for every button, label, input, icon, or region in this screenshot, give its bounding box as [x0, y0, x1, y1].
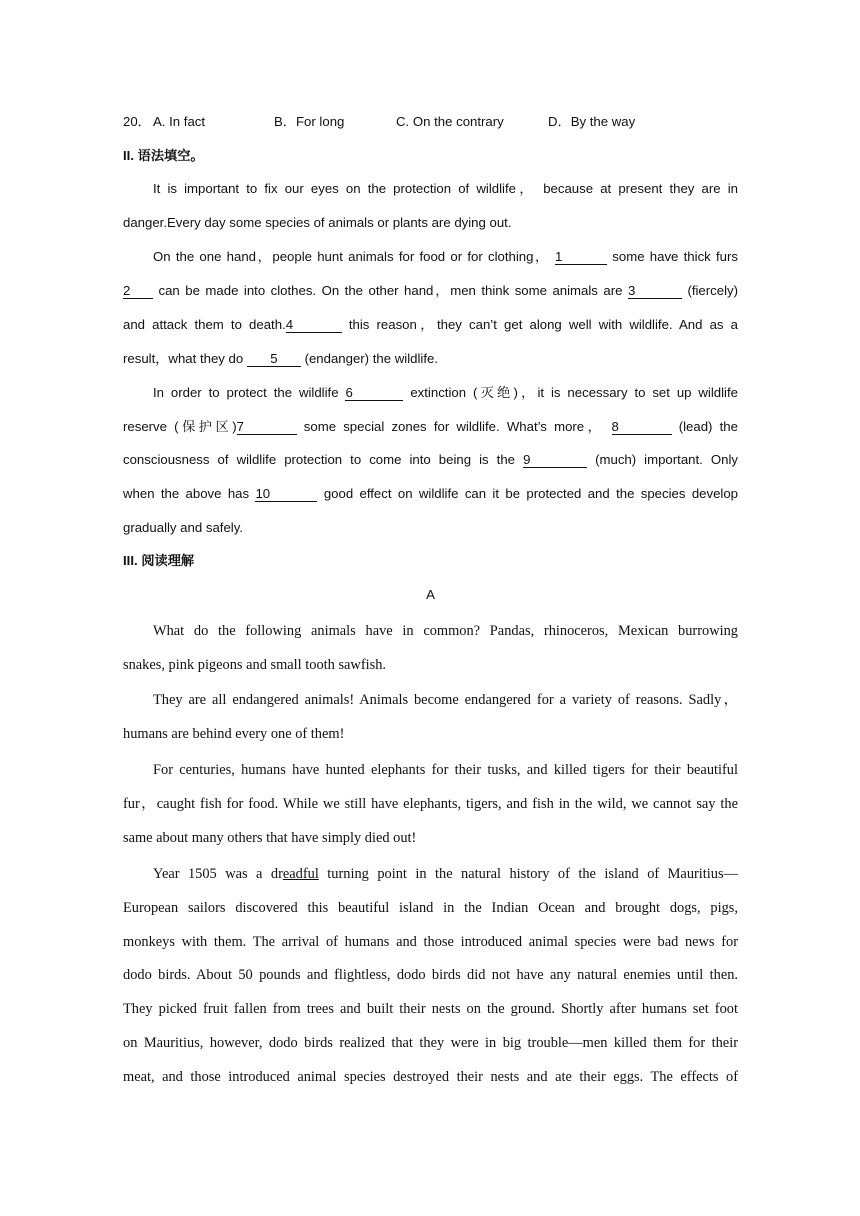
- paragraph-line: It is important to fix our eyes on the protection of wildlife， because at present they are in: [153, 181, 738, 196]
- passage-label: A: [426, 587, 435, 602]
- blank-2[interactable]: 2: [123, 283, 153, 299]
- passage-line: on Mauritius, however, dodo birds realized that they were in big trouble—men killed them for their: [123, 1035, 738, 1051]
- passage-line: humans are behind every one of them!: [123, 726, 345, 742]
- passage-line: dodo birds. About 50 pounds and flightless, dodo birds did not have any natural enemies until then.: [123, 967, 738, 983]
- paragraph-line: On the one hand，people hunt animals for food or for clothing， 1 some have thick furs: [153, 249, 738, 264]
- blank-4[interactable]: 4: [286, 317, 342, 333]
- paragraph-line: when the above has 10 good effect on wildlife can it be protected and the species develop: [123, 486, 739, 501]
- passage-line: European sailors discovered this beautiful island in the Indian Ocean and brought dogs, pigs,: [123, 900, 738, 916]
- passage-line: What do the following animals have in common? Pandas, rhinoceros, Mexican burrowing: [153, 623, 738, 639]
- passage-line: They are all endangered animals! Animals become endangered for a variety of reasons. Sadly，: [153, 692, 738, 708]
- paragraph-line: reserve (保护区)7 some special zones for wildlife. What’s more， 8 (lead) the: [123, 419, 738, 434]
- paragraph-line: consciousness of wildlife protection to come into being is the 9 (much) important. Only: [123, 452, 738, 467]
- blank-5[interactable]: 5: [247, 351, 301, 367]
- paragraph-line: 2 can be made into clothes. On the other hand，men think some animals are 3 (fiercely): [123, 283, 738, 298]
- option-c: C. On the contrary: [396, 114, 504, 129]
- paragraph-line: and attack them to death.4 this reason，they can’t get along well with wildlife. And as a: [123, 317, 738, 332]
- blank-3[interactable]: 3: [628, 283, 682, 299]
- paragraph-line: gradually and safely.: [123, 520, 243, 535]
- blank-9[interactable]: 9: [523, 452, 587, 468]
- blank-10[interactable]: 10: [255, 486, 317, 502]
- paragraph-line: danger.Every day some species of animals or plants are dying out.: [123, 215, 512, 230]
- passage-line: For centuries, humans have hunted elephants for their tusks, and killed tigers for their beautiful: [153, 762, 738, 778]
- passage-line: Year 1505 was a dreadful turning point in the natural history of the island of Mauritius—: [153, 866, 738, 882]
- passage-line: same about many others that have simply died out!: [123, 830, 417, 846]
- question-number: 20．: [123, 114, 151, 129]
- underlined-word: eadful: [282, 866, 319, 882]
- blank-1[interactable]: 1: [555, 249, 607, 265]
- section-3-title: III. 阅读理解: [123, 553, 195, 568]
- section-2-title: II. 语法填空。: [123, 148, 204, 163]
- blank-8[interactable]: 8: [612, 419, 672, 435]
- passage-line: fur，caught fish for food. While we still have elephants, tigers, and fish in the wild, we cannot say the: [123, 796, 738, 812]
- option-b: B．For long: [274, 114, 345, 129]
- paragraph-line: In order to protect the wildlife 6 extinction (灭绝)，it is necessary to set up wildlife: [153, 385, 738, 400]
- paragraph-line: result，what they do 5 (endanger) the wildlife.: [123, 351, 438, 366]
- passage-line: meat, and those introduced animal species destroyed their nests and ate their eggs. The effects of: [123, 1069, 738, 1085]
- passage-line: monkeys with them. The arrival of humans and those introduced animal species were bad news for: [123, 934, 738, 950]
- blank-6[interactable]: 6: [345, 385, 403, 401]
- option-a: A. In fact: [153, 114, 206, 129]
- option-d: D．By the way: [548, 114, 636, 129]
- blank-7[interactable]: 7: [237, 419, 297, 435]
- passage-line: They picked fruit fallen from trees and built their nests on the ground. Shortly after humans set foot: [123, 1001, 738, 1017]
- passage-line: snakes, pink pigeons and small tooth sawfish.: [123, 657, 387, 673]
